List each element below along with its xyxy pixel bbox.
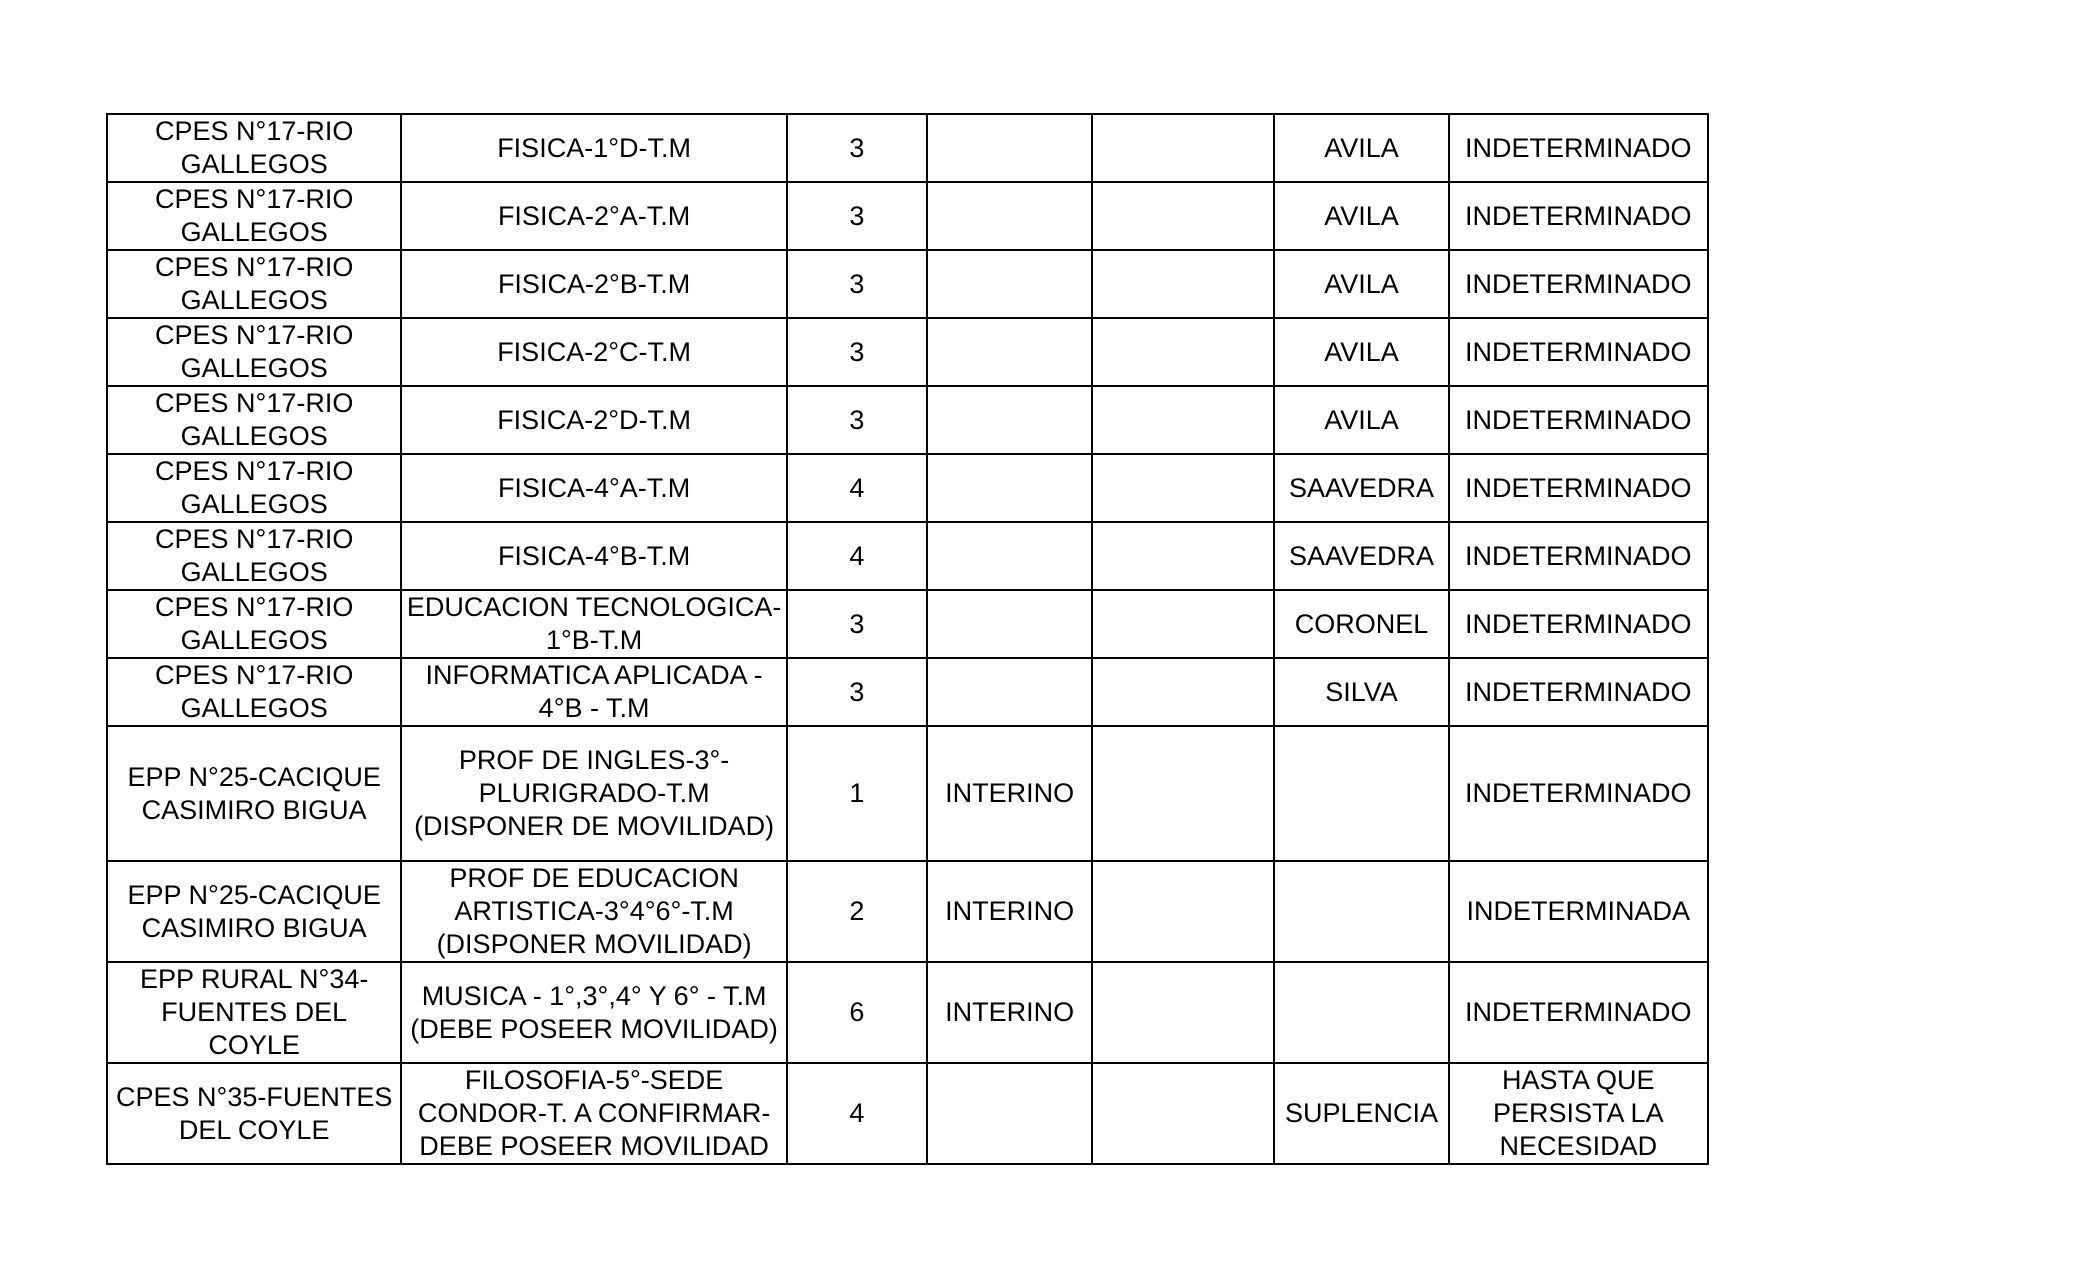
cell-subject: FISICA-2°A-T.M	[401, 182, 786, 250]
cell-term: INDETERMINADO	[1449, 962, 1708, 1063]
table-row	[107, 454, 1708, 522]
cell-extra	[1092, 658, 1274, 726]
cell-term: INDETERMINADO	[1449, 454, 1708, 522]
cell-subject: PROF DE EDUCACION ARTISTICA-3°4°6°-T.M (DISPONER MOVILIDAD)	[401, 861, 786, 962]
cell-subject: FILOSOFIA-5°-SEDE CONDOR-T. A CONFIRMAR- DEBE POSEER MOVILIDAD	[401, 1063, 786, 1164]
cell-school: EPP N°25-CACIQUE CASIMIRO BIGUA	[107, 861, 401, 962]
cell-term: INDETERMINADO	[1449, 590, 1708, 658]
cell-school: CPES N°17-RIO GALLEGOS	[107, 454, 401, 522]
cell-hours: 4	[787, 522, 927, 590]
cell-extra	[1092, 590, 1274, 658]
cell-school: CPES N°17-RIO GALLEGOS	[107, 590, 401, 658]
cell-hours: 3	[787, 658, 927, 726]
cell-status: INTERINO	[927, 962, 1092, 1063]
cell-status	[927, 250, 1092, 318]
table-row	[107, 318, 1708, 386]
cell-hours: 4	[787, 1063, 927, 1164]
cell-term: INDETERMINADO	[1449, 318, 1708, 386]
cell-extra	[1092, 454, 1274, 522]
cell-hours: 3	[787, 114, 927, 182]
cell-status	[927, 114, 1092, 182]
cell-subject: FISICA-1°D-T.M	[401, 114, 786, 182]
cell-extra	[1092, 861, 1274, 962]
cell-subject: FISICA-2°C-T.M	[401, 318, 786, 386]
cell-status	[927, 386, 1092, 454]
cell-subject: FISICA-2°B-T.M	[401, 250, 786, 318]
cell-school: CPES N°17-RIO GALLEGOS	[107, 250, 401, 318]
cell-hours: 2	[787, 861, 927, 962]
cell-teacher: AVILA	[1274, 318, 1448, 386]
cell-teacher	[1274, 861, 1448, 962]
cell-extra	[1092, 962, 1274, 1063]
cell-term: HASTA QUE PERSISTA LA NECESIDAD	[1449, 1063, 1708, 1164]
cell-subject: INFORMATICA APLICADA - 4°B - T.M	[401, 658, 786, 726]
cell-term: INDETERMINADO	[1449, 114, 1708, 182]
cell-school: EPP RURAL N°34- FUENTES DEL COYLE	[107, 962, 401, 1063]
vacancies-table	[106, 113, 1709, 1165]
cell-term: INDETERMINADA	[1449, 861, 1708, 962]
table-row	[107, 861, 1708, 962]
cell-school: CPES N°17-RIO GALLEGOS	[107, 318, 401, 386]
cell-teacher: AVILA	[1274, 114, 1448, 182]
cell-term: INDETERMINADO	[1449, 726, 1708, 861]
cell-extra	[1092, 114, 1274, 182]
cell-school: CPES N°35-FUENTES DEL COYLE	[107, 1063, 401, 1164]
cell-term: INDETERMINADO	[1449, 522, 1708, 590]
table-row	[107, 250, 1708, 318]
cell-status	[927, 454, 1092, 522]
table-row	[107, 386, 1708, 454]
cell-school: CPES N°17-RIO GALLEGOS	[107, 182, 401, 250]
cell-teacher: SUPLENCIA	[1274, 1063, 1448, 1164]
table-row	[107, 182, 1708, 250]
cell-status: INTERINO	[927, 726, 1092, 861]
cell-hours: 6	[787, 962, 927, 1063]
cell-term: INDETERMINADO	[1449, 250, 1708, 318]
cell-teacher	[1274, 726, 1448, 861]
cell-teacher: SILVA	[1274, 658, 1448, 726]
cell-extra	[1092, 250, 1274, 318]
cell-hours: 3	[787, 386, 927, 454]
cell-hours: 3	[787, 318, 927, 386]
cell-school: CPES N°17-RIO GALLEGOS	[107, 114, 401, 182]
table-row	[107, 658, 1708, 726]
cell-subject: MUSICA - 1°,3°,4° Y 6° - T.M (DEBE POSEER MOVILIDAD)	[401, 962, 786, 1063]
cell-extra	[1092, 182, 1274, 250]
table-row	[107, 1063, 1708, 1164]
cell-subject: PROF DE INGLES-3°- PLURIGRADO-T.M (DISPONER DE MOVILIDAD)	[401, 726, 786, 861]
table-row	[107, 522, 1708, 590]
cell-status	[927, 1063, 1092, 1164]
cell-teacher: SAAVEDRA	[1274, 454, 1448, 522]
cell-extra	[1092, 386, 1274, 454]
cell-extra	[1092, 726, 1274, 861]
cell-hours: 3	[787, 250, 927, 318]
cell-status	[927, 522, 1092, 590]
cell-teacher: AVILA	[1274, 182, 1448, 250]
table-row	[107, 114, 1708, 182]
cell-school: EPP N°25-CACIQUE CASIMIRO BIGUA	[107, 726, 401, 861]
table-row	[107, 590, 1708, 658]
cell-term: INDETERMINADO	[1449, 658, 1708, 726]
cell-hours: 4	[787, 454, 927, 522]
cell-status	[927, 182, 1092, 250]
cell-teacher	[1274, 962, 1448, 1063]
table-row	[107, 962, 1708, 1063]
cell-hours: 1	[787, 726, 927, 861]
cell-teacher: CORONEL	[1274, 590, 1448, 658]
cell-subject: EDUCACION TECNOLOGICA- 1°B-T.M	[401, 590, 786, 658]
table-row	[107, 726, 1708, 861]
cell-hours: 3	[787, 182, 927, 250]
cell-extra	[1092, 318, 1274, 386]
cell-extra	[1092, 1063, 1274, 1164]
cell-subject: FISICA-4°B-T.M	[401, 522, 786, 590]
cell-school: CPES N°17-RIO GALLEGOS	[107, 386, 401, 454]
cell-school: CPES N°17-RIO GALLEGOS	[107, 522, 401, 590]
cell-term: INDETERMINADO	[1449, 182, 1708, 250]
cell-teacher: SAAVEDRA	[1274, 522, 1448, 590]
cell-status	[927, 658, 1092, 726]
cell-teacher: AVILA	[1274, 386, 1448, 454]
cell-hours: 3	[787, 590, 927, 658]
cell-status: INTERINO	[927, 861, 1092, 962]
cell-status	[927, 318, 1092, 386]
cell-status	[927, 590, 1092, 658]
cell-teacher: AVILA	[1274, 250, 1448, 318]
cell-subject: FISICA-4°A-T.M	[401, 454, 786, 522]
cell-subject: FISICA-2°D-T.M	[401, 386, 786, 454]
cell-term: INDETERMINADO	[1449, 386, 1708, 454]
cell-extra	[1092, 522, 1274, 590]
cell-school: CPES N°17-RIO GALLEGOS	[107, 658, 401, 726]
